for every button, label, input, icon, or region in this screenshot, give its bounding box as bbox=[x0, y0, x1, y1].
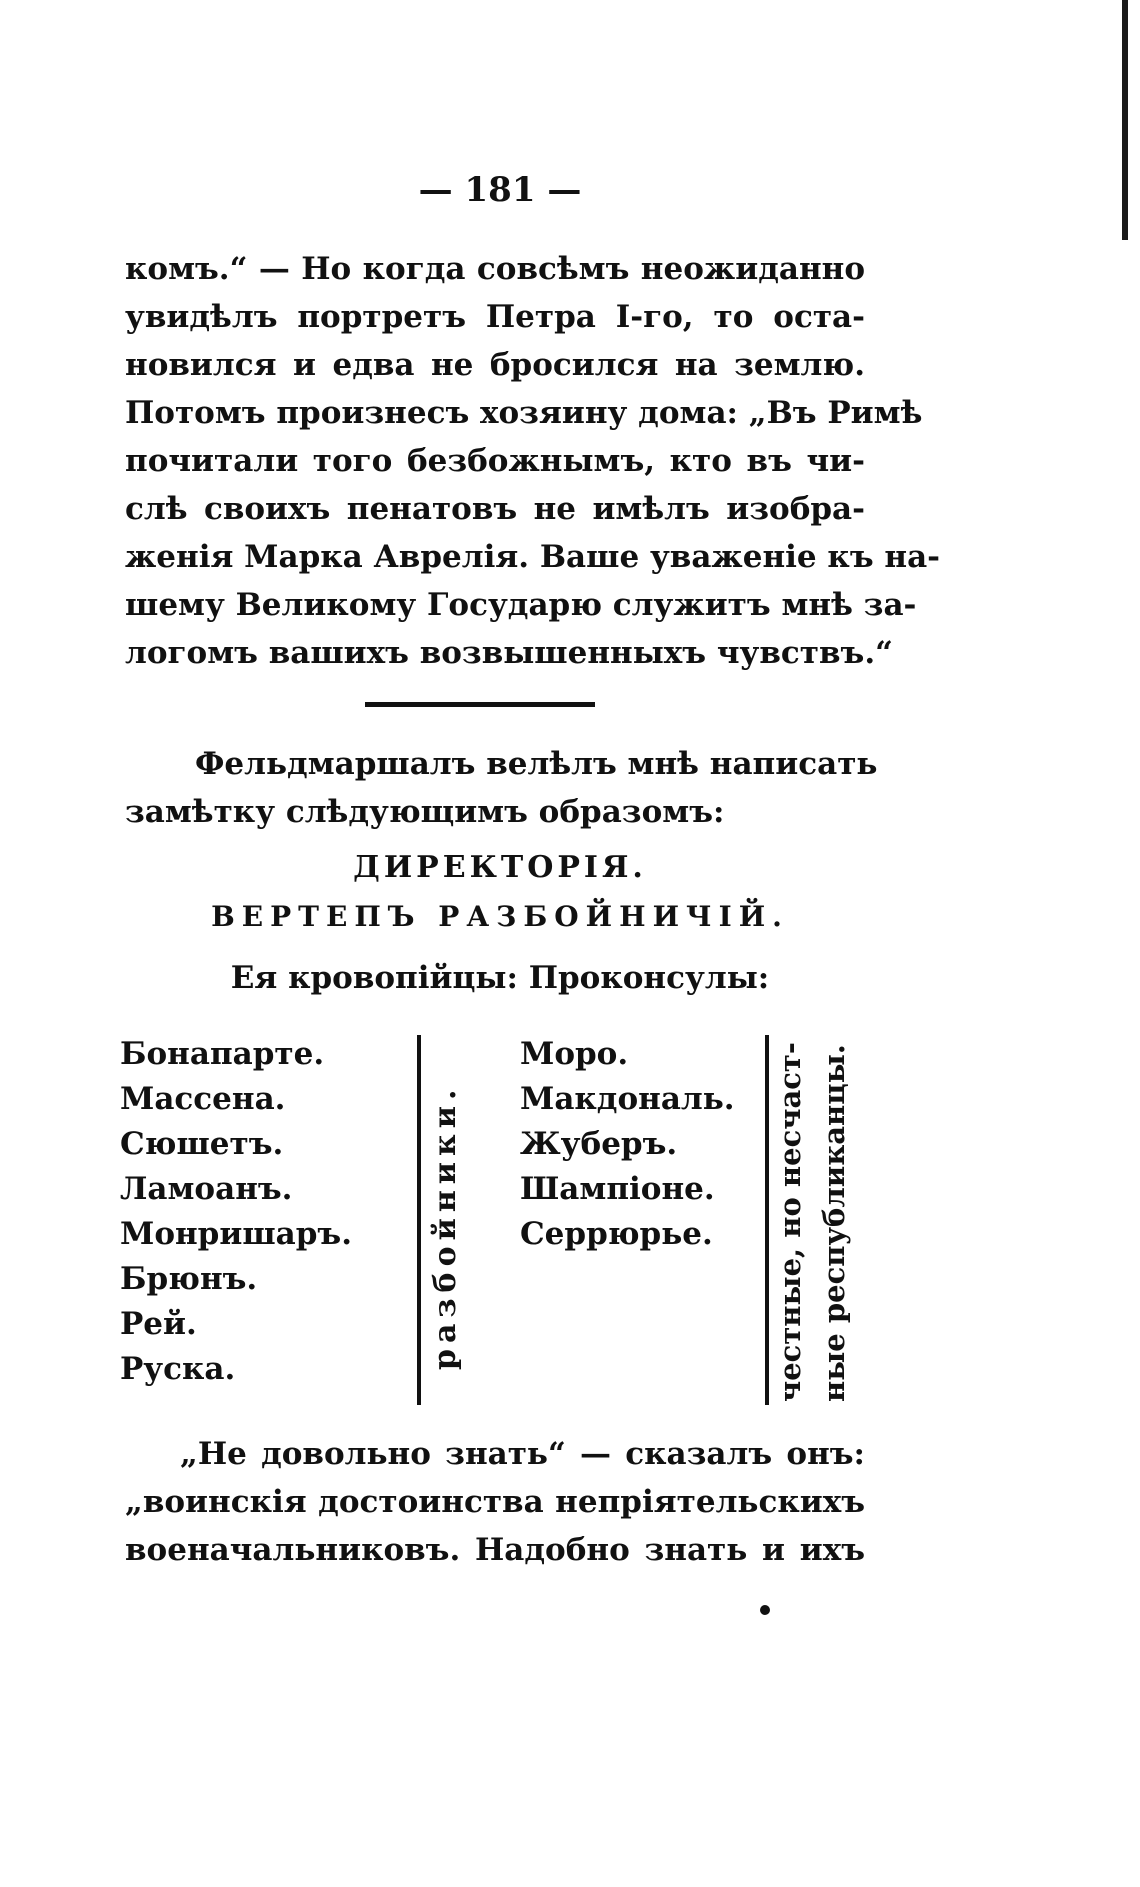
list-item: Рей. bbox=[120, 1306, 197, 1342]
text-line: Фельдмаршалъ велѣлъ мнѣ написать bbox=[195, 746, 878, 782]
column-headers: Ея кровопійцы: Проконсулы: bbox=[230, 960, 770, 996]
page-number: — 181 — bbox=[418, 170, 582, 210]
page-edge-shadow bbox=[1122, 0, 1128, 240]
text-line: шему Великому Государю служитъ мнѣ за- bbox=[125, 587, 917, 623]
column-bracket-right bbox=[765, 1035, 769, 1405]
text-line: женія Марка Аврелія. Ваше уваженіе къ на- bbox=[125, 539, 941, 575]
proconsuls-list bbox=[520, 1032, 735, 1257]
ink-spot bbox=[760, 1605, 770, 1615]
text-line: логомъ вашихъ возвышенныхъ чувствъ.“ bbox=[125, 635, 893, 671]
right-column-label-line-2: ные республиканцы. bbox=[817, 1044, 851, 1402]
heading-directory: ДИРЕКТОРІЯ. bbox=[353, 850, 647, 885]
text-line: „Не довольно знать“ — сказалъ онъ: bbox=[180, 1436, 865, 1472]
text-line: комъ.“ — Но когда совсѣмъ неожиданно bbox=[125, 251, 865, 287]
list-item: Ламоанъ. bbox=[120, 1171, 293, 1207]
heading-robbers-den: ВЕРТЕПЪ РАЗБОЙНИЧІЙ. bbox=[211, 900, 789, 933]
list-item: Шампіоне. bbox=[520, 1171, 715, 1207]
text-line: новился и едва не бросился на землю. bbox=[125, 347, 865, 383]
paragraph-1 bbox=[125, 245, 941, 677]
column-bracket-left bbox=[417, 1035, 421, 1405]
text-line: военачальниковъ. Надобно знать и ихъ bbox=[125, 1532, 865, 1568]
paragraph-2 bbox=[125, 740, 878, 836]
list-item: Жуберъ. bbox=[520, 1126, 678, 1162]
text-line: почитали того безбожнымъ, кто въ чи- bbox=[125, 443, 865, 479]
list-item: Брюнъ. bbox=[120, 1261, 258, 1297]
paragraph-3 bbox=[125, 1430, 865, 1574]
list-item: Монришаръ. bbox=[120, 1216, 353, 1252]
list-item: Макдональ. bbox=[520, 1081, 735, 1117]
list-item: Моро. bbox=[520, 1036, 629, 1072]
text-line: „воинскія достоинства непріятельскихъ bbox=[125, 1484, 865, 1520]
text-line: увидѣлъ портретъ Петра I-го, то оста- bbox=[125, 299, 865, 335]
list-item: Руска. bbox=[120, 1351, 236, 1387]
list-item: Сюшетъ. bbox=[120, 1126, 284, 1162]
text-line: слѣ своихъ пенатовъ не имѣлъ изобра- bbox=[125, 491, 865, 527]
left-column-label: разбойники. bbox=[428, 1083, 463, 1370]
text-line: замѣтку слѣдующимъ образомъ: bbox=[125, 794, 725, 830]
list-item: Серрюрье. bbox=[520, 1216, 713, 1252]
text-line: Потомъ произнесъ хозяину дома: „Въ Римѣ bbox=[125, 395, 923, 431]
section-divider bbox=[365, 702, 595, 707]
list-item: Бонапарте. bbox=[120, 1036, 325, 1072]
bloodsuckers-list bbox=[120, 1032, 352, 1392]
right-column-label-line-1: честные, но несчаст- bbox=[773, 1042, 807, 1402]
list-item: Массена. bbox=[120, 1081, 286, 1117]
